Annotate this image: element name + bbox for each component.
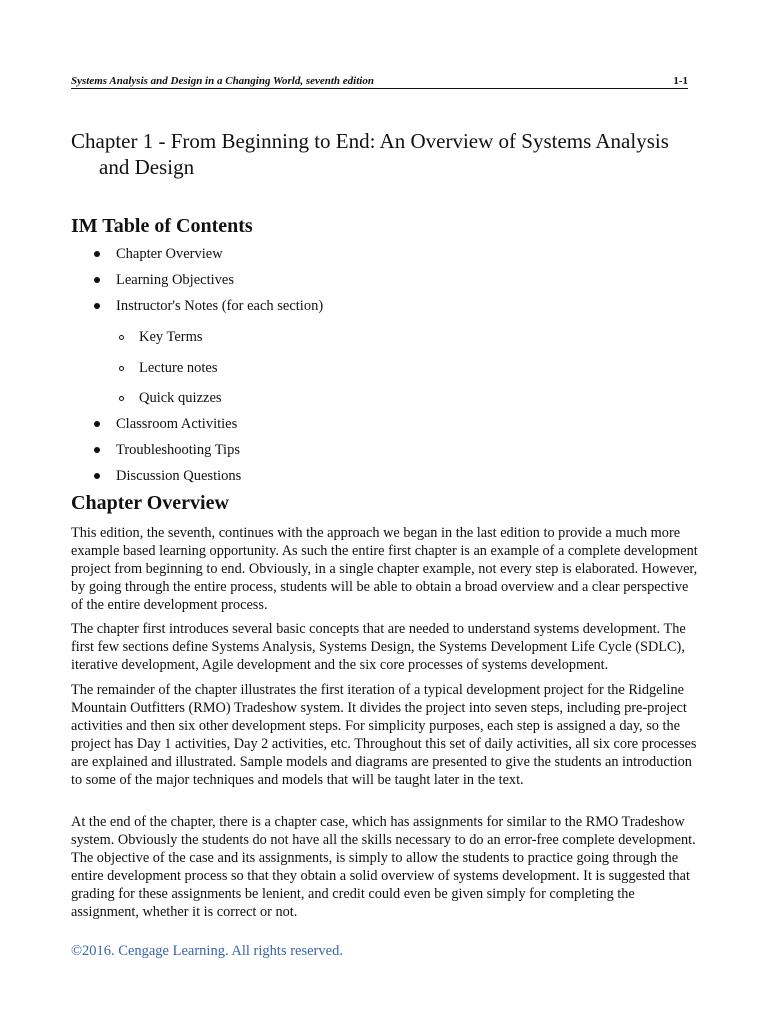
running-header — [71, 74, 688, 89]
overview-heading: Chapter Overview — [71, 492, 229, 514]
overview-paragraph: The remainder of the chapter illustrates the first iteration of a typical development project for the Ridgeline Mountain Outfitters (RMO) Tradeshow system. It divides the project into seven steps, including pre-project activities and then six other development steps. For simplicity purposes, each step is assigned a day, so the project has Day 1 activities, Day 2 activities, etc. Throughout this set of daily activities, all six core processes are explained and illustrated. Sample models and diagrams are presented to give the students an introduction to some of the major techniques and models that will be taught later in the text. — [71, 682, 697, 788]
toc-item: Discussion Questions — [116, 468, 242, 484]
overview-paragraph: This edition, the seventh, continues with the approach we began in the last edition to provide a much more example based learning opportunity. As such the entire first chapter is an example of a complete development project from beginning to end. Obviously, in a single chapter example, not every step is elaborated. However, by going through the entire process, students will be able to obtain a broad overview and a clear perspective of the entire development process. — [71, 525, 698, 613]
copyright-footer: ©2016. Cengage Learning. All rights reserved. — [71, 943, 343, 959]
toc-item: Learning Objectives — [116, 272, 234, 288]
page-number: 1-1 — [673, 75, 688, 87]
toc-sub-item: Key Terms — [139, 329, 203, 345]
toc-sub-item: Quick quizzes — [139, 390, 222, 406]
toc-heading: IM Table of Contents — [71, 215, 253, 237]
toc-item: Classroom Activities — [116, 416, 238, 432]
book-title: Systems Analysis and Design in a Changing World, seventh edition — [71, 75, 374, 87]
overview-paragraph: At the end of the chapter, there is a chapter case, which has assignments for similar to the RMO Tradeshow system. Obviously the students do not have all the skills necessary to do an error-free complete development. The objective of the case and its assignments, is simply to allow the students to practice going through the entire development process so that they obtain a solid overview of systems development. It is suggested that grading for these assignments be lenient, and credit could even be given simply for completing the assignment, whether it is correct or not. — [71, 814, 696, 920]
overview-paragraph: The chapter first introduces several basic concepts that are needed to understand systems development. The first few sections define Systems Analysis, Systems Design, the Systems Development Life Cycle (SDLC), iterative development, Agile development and the six core processes of systems development. — [71, 621, 686, 673]
toc-item: Chapter Overview — [116, 246, 223, 262]
toc-item: Instructor's Notes (for each section) — [116, 298, 324, 314]
toc-item: Troubleshooting Tips — [116, 442, 240, 458]
toc-sub-item: Lecture notes — [139, 360, 218, 376]
chapter-title: Chapter 1 - From Beginning to End: An Overview of Systems Analysis and Design — [71, 129, 669, 179]
